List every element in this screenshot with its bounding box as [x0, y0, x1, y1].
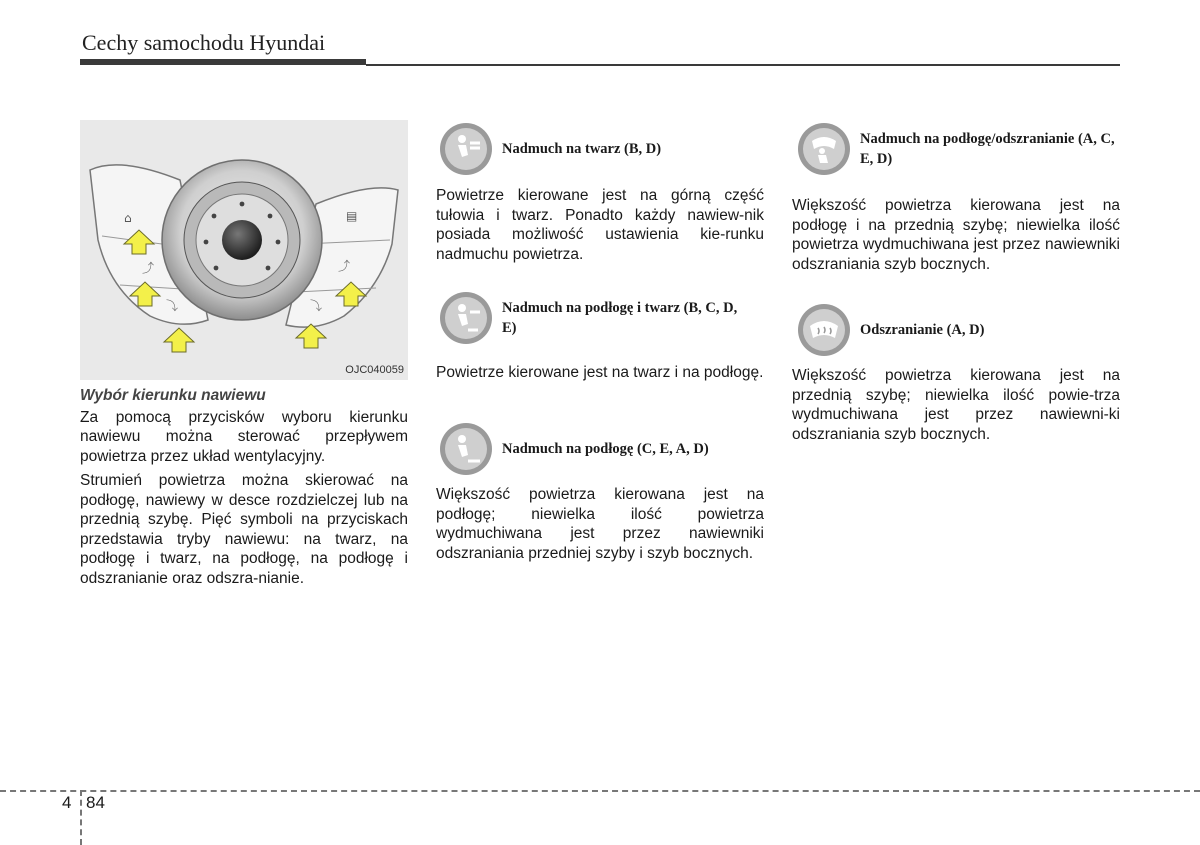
- mode-heading-floor-face: [438, 290, 766, 346]
- mode-text-floor: Większość powietrza kierowana jest na podłogę; niewielka ilość powietrza wydmuchiwana jest przez nawiewniki odszraniania przedniej szyby i szyb bocznych.: [436, 486, 764, 562]
- svg-text:⤵: ⤵: [166, 299, 179, 313]
- mode-text-defrost: Większość powietrza kierowana jest na przednią szybę; niewielka ilość powie-trza wydmuchiwana jest przez nawiewni-ki odszraniania szyb bocznych.: [792, 367, 1120, 443]
- mode-title: Nadmuch na podłogę i twarz (B, C, D, E): [502, 300, 738, 336]
- mode-title: Odszranianie (A, D): [860, 322, 985, 338]
- svg-text:⤵: ⤵: [310, 299, 323, 313]
- face-vent-icon: [438, 121, 494, 177]
- svg-text:▤: ▤: [346, 209, 358, 223]
- mode-title: Nadmuch na twarz (B, D): [502, 141, 662, 157]
- mode-title: Nadmuch na podłogę/odszranianie (A, C, E, D): [860, 131, 1115, 167]
- svg-text:⌂: ⌂: [124, 211, 132, 225]
- mode-heading-face: [438, 121, 766, 177]
- mode-heading-floor-defrost: [796, 121, 1124, 177]
- climate-panel-illustration: [80, 120, 408, 380]
- floor-vent-icon: [438, 421, 494, 477]
- left-column: [80, 386, 408, 588]
- mode-title: Nadmuch na podłogę (C, E, A, D): [502, 441, 709, 457]
- mode-heading-floor: [438, 421, 766, 477]
- defrost-icon: [796, 302, 852, 358]
- chapter-number: 4: [62, 793, 72, 812]
- climate-panel-figure: [80, 120, 408, 380]
- mode-text-floor-defrost: Większość powietrza kierowana jest na podłogę i na przednią szybę; niewielka ilość powietrza wydmuchiwana jest przez nawiewniki odszraniania szyb bocznych.: [792, 197, 1120, 273]
- section-subheading: Wybór kierunku nawiewu: [80, 387, 266, 404]
- intro-paragraph: Za pomocą przycisków wyboru kierunku nawiewu można sterować przepływem powietrza przez układ wentylacyjny.: [80, 408, 408, 465]
- page-header-title: Cechy samochodu Hyundai: [82, 30, 326, 55]
- svg-text:⤴: ⤴: [142, 261, 155, 275]
- floor-defrost-icon: [796, 121, 852, 177]
- footer-dashed-rule: [0, 790, 1200, 792]
- floor-face-vent-icon: [438, 290, 494, 346]
- svg-text:⤴: ⤴: [338, 259, 351, 273]
- mode-text-floor-face: Powietrze kierowane jest na twarz i na podłogę.: [436, 364, 764, 381]
- footer-dashed-divider: [80, 790, 82, 845]
- page-number: 84: [86, 793, 105, 812]
- header-rule-thick: [80, 59, 366, 65]
- mode-heading-defrost: [796, 302, 1124, 358]
- header-rule-thin: [366, 64, 1120, 66]
- mode-text-face: Powietrze kierowane jest na górną część tułowia i twarz. Ponadto każdy nawiew-nik posiada możliwość ustawienia kie-runku nadmuchu powietrza.: [436, 187, 764, 263]
- figure-code: OJC040059: [345, 364, 404, 376]
- airflow-paragraph: Strumień powietrza można skierować na podłogę, nawiewy w desce rozdzielczej lub na przednią szybę. Pięć symboli na przyciskach przedstawia tryby nawiewu: na twarz, na podłogę i twarz, na podłogę, na podłogę i odszranianie oraz odszra-nianie.: [80, 472, 408, 587]
